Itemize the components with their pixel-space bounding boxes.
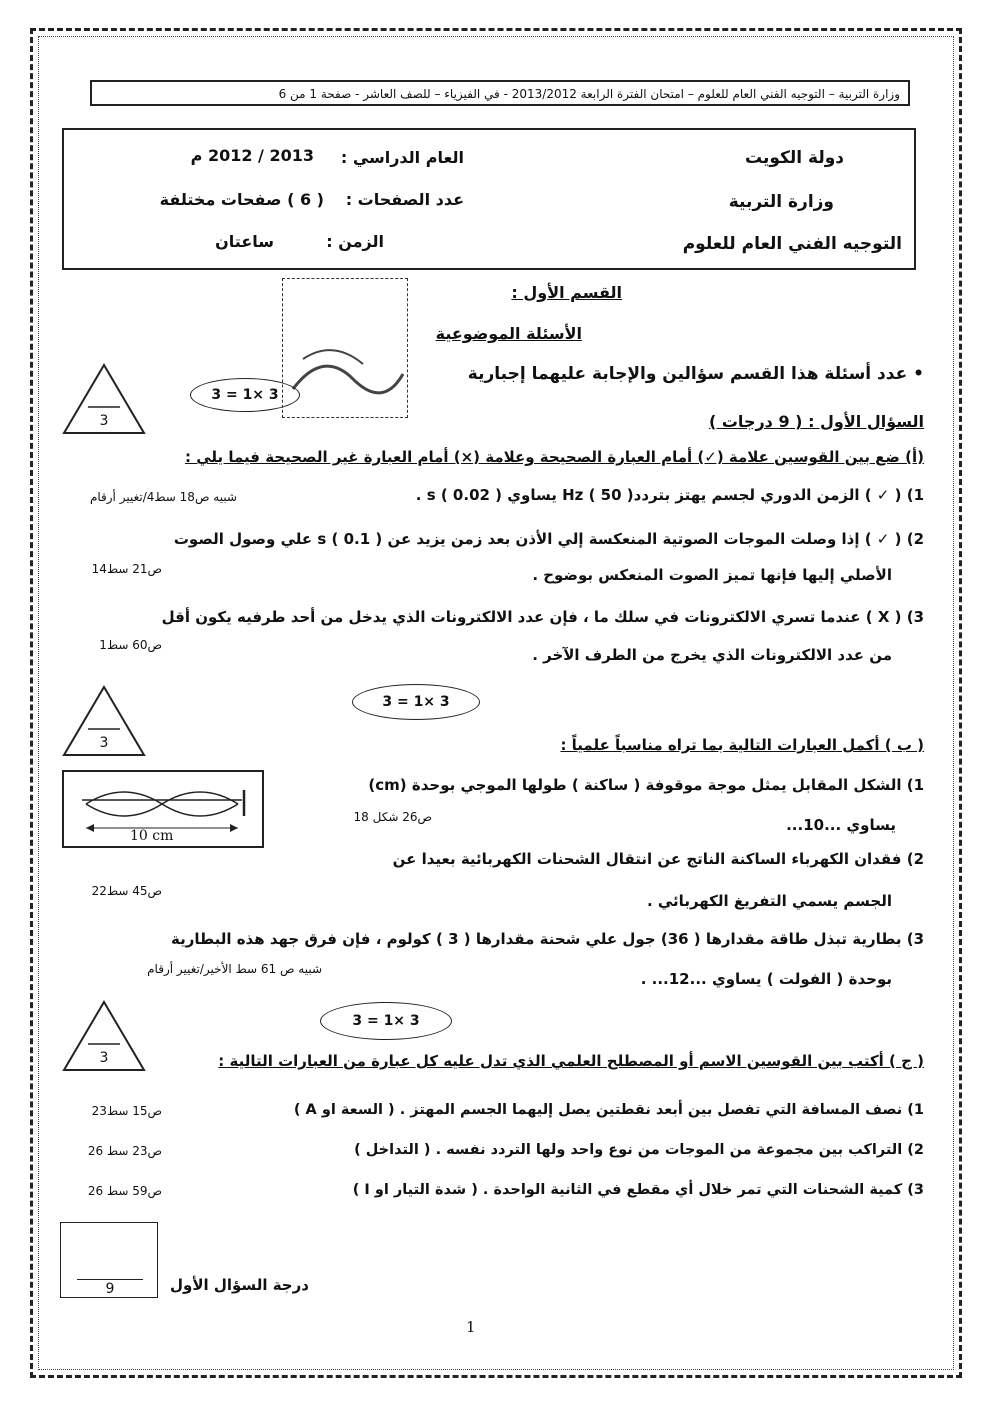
part-c-title: ( ج ) أكتب بين القوسين الاسم أو المصطلح العلمي الذي تدل عليه كل عبارة من العبارات التالية : — [218, 1052, 924, 1070]
page-number: 1 — [466, 1318, 476, 1336]
reference-note: ص15 سط23 — [91, 1104, 162, 1118]
marks-bubble: 3 = 1× 3 — [352, 684, 480, 720]
reference-note: شبيه ص18 سط4/تغيير أرقام — [89, 490, 237, 504]
header-strip-text: وزارة التربية – التوجيه الفني العام للعلوم – امتحان الفترة الرابعة 2013/2012 - في الفيزياء – للصف العاشر - صفحة 1 من 6 — [278, 87, 900, 101]
academic-year-value: 2013 / 2012 م — [190, 146, 314, 165]
part-b-item-1: 1) الشكل المقابل يمثل موجة موقوفة ( ساكنة ) طولها الموجي بوحدة (cm) — [368, 776, 924, 794]
marks-bubble: 3 = 1× 3 — [190, 378, 300, 412]
question-1-label: السؤال الأول : ( 9 درجات ) — [708, 412, 924, 431]
score-triangle: 3 — [62, 363, 146, 435]
stamp-graphic — [283, 279, 407, 417]
score-value: 9 — [105, 1281, 115, 1297]
part-c-item-1: 1) نصف المسافة التي تفصل بين أبعد نقطتين يصل إليهما الجسم المهتز . ( السعة او A ) — [293, 1102, 924, 1118]
part-b-item-3: 3) بطارية تبذل طاقة مقدارها ( 36) جول علي شحنة مقدارها ( 3 ) كولوم ، فإن فرق جهد هذه البطارية — [170, 930, 924, 948]
question-score-box — [60, 1222, 158, 1298]
score-label: درجة السؤال الأول — [170, 1276, 309, 1294]
part-a-item-1: 1) ( ✓ ) الزمن الدوري لجسم يهتز بترددHz ( 50 ) يساوي s ( 0.02 ) . — [415, 486, 924, 504]
score-triangle: 3 — [62, 685, 146, 757]
part-b-item-1-cont: يساوي ...10... — [786, 816, 896, 834]
ministry: وزارة التربية — [728, 192, 834, 212]
part-a-item-3-cont: من عدد الالكترونات الذي يخرج من الطرف الآخر . — [532, 646, 892, 664]
reference-note: ص45 سط22 — [91, 884, 162, 898]
part-c-item-3: 3) كمية الشحنات التي تمر خلال أي مقطع في الثانية الواحدة . ( شدة التيار او I ) — [352, 1182, 924, 1198]
reference-note: ص26 شكل 18 — [353, 810, 432, 824]
part-a-item-3: 3) ( X ) عندما تسري الالكترونات في سلك ما ، فإن عدد الالكترونات الذي يدخل من أحد طرفيه يكون أقل — [161, 608, 924, 626]
header-strip — [90, 80, 910, 106]
wave-length-label: 10 cm — [130, 828, 174, 844]
part-b-item-2-cont: الجسم يسمي التفريغ الكهربائي . — [646, 892, 892, 910]
reference-note: ص59 سط 26 — [87, 1184, 162, 1198]
part-b-item-2: 2) فقدان الكهرباء الساكنة الناتج عن انتقال الشحنات الكهربائية بعيدا عن — [392, 850, 924, 868]
reference-note: ص23 سط 26 — [87, 1144, 162, 1158]
part-a-item-2: 2) ( ✓ ) إذا وصلت الموجات الصوتية المنعكسة إلي الأذن بعد زمن يزيد عن s ( 0.1 ) علي وصول الصوت — [173, 530, 924, 548]
standing-wave-figure — [62, 770, 264, 848]
part-c-item-2: 2) التراكب بين مجموعة من الموجات من نوع واحد ولها التردد نفسه . ( التداخل ) — [354, 1142, 924, 1158]
pages-label: عدد الصفحات : — [345, 190, 464, 209]
reference-note: شبيه ص 61 سط الأخير/تغيير أرقام — [147, 962, 322, 976]
part-label: القسم الأول : — [511, 283, 622, 302]
reference-note: ص60 سط1 — [99, 638, 162, 652]
part-a-title: (أ) ضع بين القوسين علامة (✓) أمام العبارة الصحيحة وعلامة (×) أمام العبارة غير الصحيحة فيما يلي : — [184, 448, 924, 466]
time-value: ساعتان — [215, 232, 274, 251]
academic-year-label: العام الدراسي : — [340, 148, 464, 167]
pages-value: ( 6 ) صفحات مختلفة — [159, 190, 324, 209]
part-instruction: • عدد أسئلة هذا القسم سؤالين والإجابة عليهما إجبارية — [467, 364, 924, 384]
part-title: الأسئلة الموضوعية — [435, 324, 582, 343]
country: دولة الكويت — [744, 148, 844, 168]
score-triangle: 3 — [62, 1000, 146, 1072]
part-b-title: ( ب ) أكمل العبارات التالية بما تراه مناسباً علمياً : — [560, 736, 924, 754]
department: التوجيه الفني العام للعلوم — [682, 234, 902, 254]
official-stamp — [282, 278, 408, 418]
part-a-item-2-cont: الأصلي إليها فإنها تميز الصوت المنعكس بوضوح . — [532, 566, 892, 584]
exam-info-box — [62, 128, 916, 270]
marks-bubble: 3 = 1× 3 — [320, 1002, 452, 1040]
time-label: الزمن : — [326, 232, 384, 251]
reference-note: ص21 سط14 — [91, 562, 162, 576]
part-b-item-3-cont: بوحدة ( الفولت ) يساوي ...12... . — [640, 970, 892, 988]
